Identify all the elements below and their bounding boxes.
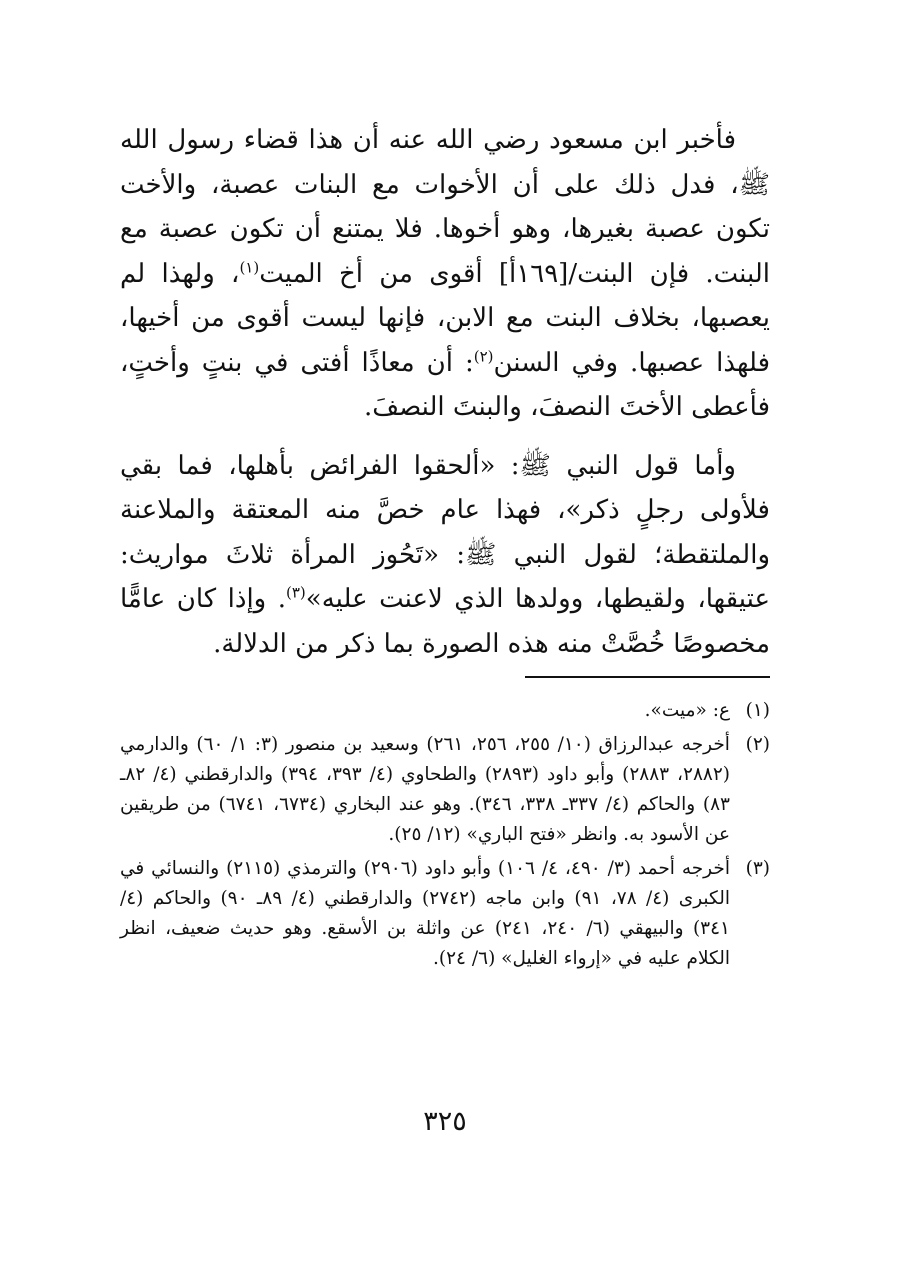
footnote-2-number: (٢): [745, 734, 770, 755]
footnote-ref-1[interactable]: (١): [239, 257, 260, 276]
paragraph-2-part-2: . وإذا كان عامًّا مخصوصًا خُصَّتْ منه هذه الصورة بما ذكر من الدلالة.: [120, 584, 770, 659]
footnote-2: [120, 730, 770, 850]
paragraph-1: [120, 118, 770, 430]
paragraph-1-part-3: : أن معاذًا أفتى في بنتٍ وأختٍ، فأعطى الأختَ النصفَ، والبنتَ النصفَ.: [120, 347, 770, 422]
footnote-3: [120, 854, 770, 974]
footnote-2-text: أخرجه عبدالرزاق (١٠/ ٢٥٥، ٢٥٦، ٢٦١) وسعيد بن منصور (٣: ١/ ٦٠) والدارمي (٢٨٨٢، ٢٨٨٣) وأبو داود (٢٨٩٣) والطحاوي (٤/ ٣٩٣، ٣٩٤) والدارقطني (٤/ ٨٢ـ ٨٣) والحاكم (٤/ ٣٣٧ـ ٣٣٨، ٣٤٦). وهو عند البخاري (٦٧٣٤، ٦٧٤١) من طريقين عن الأسود به. وانظر «فتح الباري» (١٢/ ٢٥).: [120, 734, 730, 845]
footnote-1-text: ع: «ميت».: [644, 700, 730, 721]
footnote-1: [120, 696, 770, 726]
footnote-ref-3[interactable]: (٣): [286, 583, 306, 602]
book-page: [120, 0, 770, 1271]
paragraph-1-part-2: ، ولهذا لم يعصبها، بخلاف البنت مع الابن، فإنها ليست أقوى من أخيها، فلهذا عصبها. وفي السنن: [120, 258, 770, 378]
paragraph-1-part-1: فأخبر ابن مسعود رضي الله عنه أن هذا قضاء رسول الله ﷺ، فدل ذلك على أن الأخوات مع البنات عصبة، والأخت تكون عصبة بغيرها، وهو أخوها. فلا يمتنع أن تكون عصبة مع البنت. فإن البنت/[١٦٩أ] أقوى من أخ الميت: [120, 125, 770, 289]
paragraph-2: [120, 444, 770, 667]
footnote-divider: [525, 676, 770, 678]
footnote-3-number: (٣): [745, 858, 770, 879]
main-text: [120, 118, 770, 666]
paragraph-2-part-1: وأما قول النبي ﷺ: «ألحقوا الفرائض بأهلها، فما بقي فلأولى رجلٍ ذكر»، فهذا عام خصَّ منه المعتقة والملاعنة والملتقطة؛ لقول النبي ﷺ: «تَحُوز المرأة ثلاثَ مواريث: عتيقها، ولقيطها، وولدها الذي لاعنت عليه»: [120, 450, 770, 614]
page-number: ٣٢٥: [423, 1106, 467, 1137]
footnote-3-text: أخرجه أحمد (٣/ ٤٩٠، ٤/ ١٠٦) وأبو داود (٢٩٠٦) والترمذي (٢١١٥) والنسائي في الكبرى (٤/ ٧٨، ٩١) وابن ماجه (٢٧٤٢) والدارقطني (٤/ ٨٩ـ ٩٠) والحاكم (٤/ ٣٤١) والبيهقي (٦/ ٢٤٠، ٢٤١) عن واثلة بن الأسقع. وهو حديث ضعيف، انظر الكلام عليه في «إرواء الغليل» (٦/ ٢٤).: [120, 858, 730, 969]
footnote-1-number: (١): [745, 700, 770, 721]
footnote-ref-2[interactable]: (٢): [473, 346, 494, 365]
footnotes-section: [120, 696, 770, 978]
